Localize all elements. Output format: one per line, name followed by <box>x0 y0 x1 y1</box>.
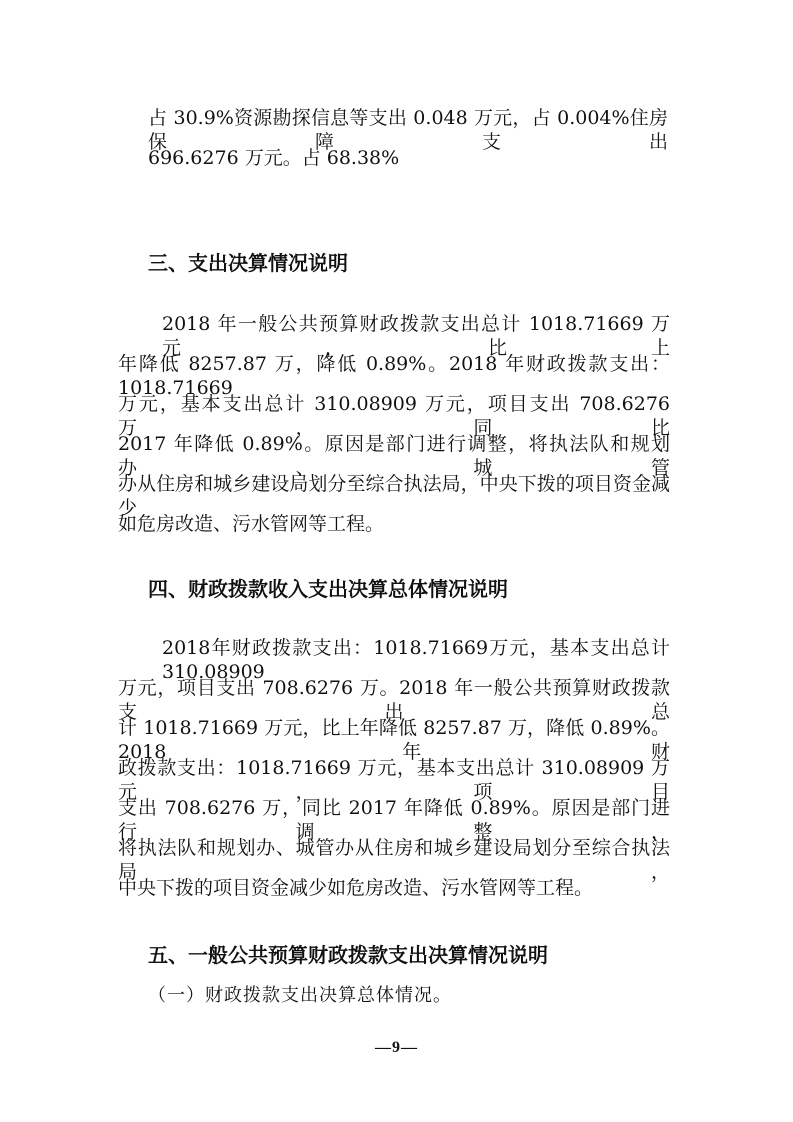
paragraph-line: 2018年财政拨款支出：1018.71669万元，基本支出总计310.08909 <box>162 637 670 683</box>
page-number: —9— <box>375 1039 418 1056</box>
subsection-heading: （一）财政拨款支出决算总体情况。 <box>148 985 452 1006</box>
paragraph-line: 办从住房和城乡建设局划分至综合执法局，中央下拨的项目资金减少 <box>118 473 670 519</box>
paragraph-line: 支出 708.6276 万，同比 2017 年降低 0.89%。原因是部门进行调整， <box>118 797 670 843</box>
section-heading: 四、财政拨款收入支出决算总体情况说明 <box>148 577 508 601</box>
section-heading: 三、支出决算情况说明 <box>148 251 348 275</box>
paragraph-line: 2018 年一般公共预算财政拨款支出总计 1018.71669 万元，比上 <box>162 313 670 359</box>
section-heading: 五、一般公共预算财政拨款支出决算情况说明 <box>148 943 548 967</box>
paragraph-line: 如危房改造、污水管网等工程。 <box>118 513 385 535</box>
paragraph-line: 将执法队和规划办、城管办从住房和城乡建设局划分至综合执法局， <box>118 837 670 883</box>
paragraph-line: 计 1018.71669 万元，比上年降低 8257.87 万，降低 0.89%。2018 年财 <box>118 717 670 763</box>
paragraph-line: 中央下拨的项目资金减少如危房改造、污水管网等工程。 <box>118 877 594 899</box>
paragraph-line: 万元，基本支出总计 310.08909 万元，项目支出 708.6276 万，同比 <box>118 393 670 439</box>
paragraph-line: 696.6276 万元。占 68.38% <box>148 147 400 169</box>
paragraph-line: 万元，项目支出 708.6276 万。2018 年一般公共预算财政拨款支出总 <box>118 677 670 723</box>
paragraph-line: 政拨款支出：1018.71669 万元，基本支出总计 310.08909 万元，项目 <box>118 757 670 803</box>
paragraph-line: 2017 年降低 0.89%。原因是部门进行调整，将执法队和规划办、城管 <box>118 433 670 479</box>
paragraph-line: 占 30.9%资源勘探信息等支出 0.048 万元，占 0.004%住房保障支出 <box>148 107 668 153</box>
paragraph-line: 年降低 8257.87 万，降低 0.89%。2018 年财政拨款支出：1018.71669 <box>118 353 670 399</box>
